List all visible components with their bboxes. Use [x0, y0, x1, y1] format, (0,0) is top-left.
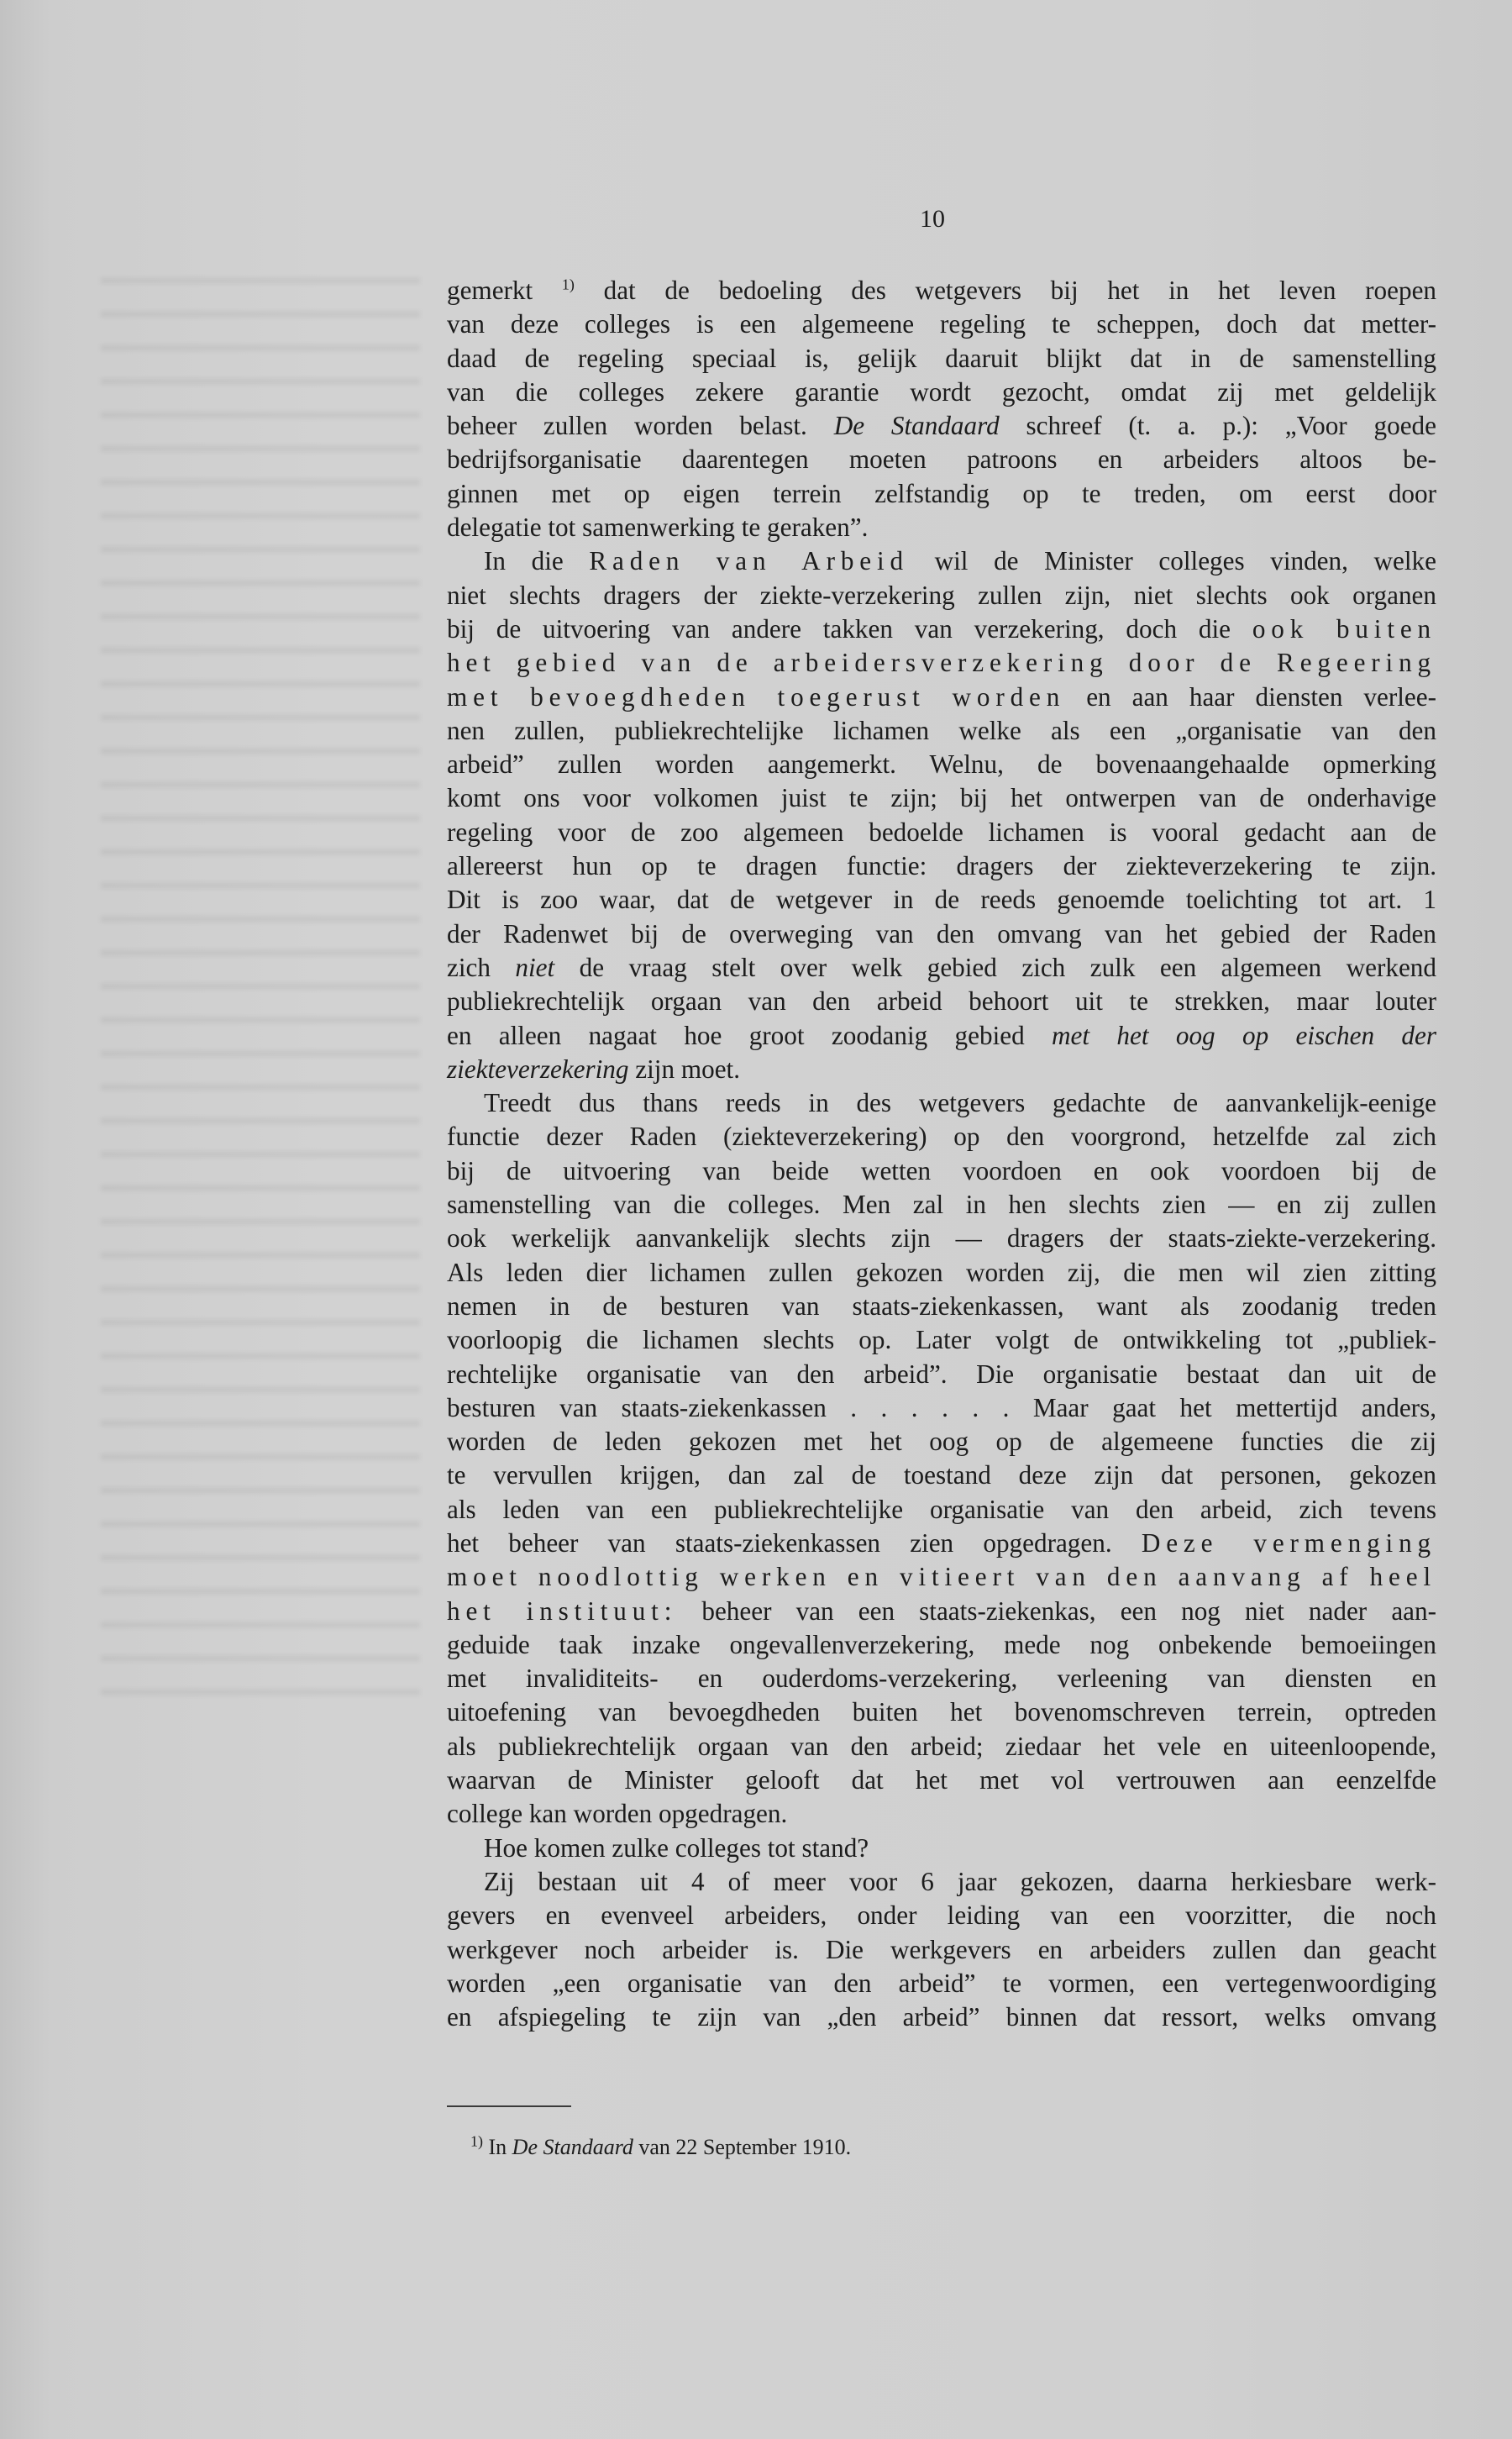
text-line [447, 409, 1436, 443]
text-line [447, 2000, 1436, 2034]
text-line [447, 1695, 1436, 1729]
italic-run: met het oog op eischen der [1052, 1020, 1436, 1050]
text-line [447, 511, 1436, 544]
spaced-emphasis-run: ook buiten [1252, 613, 1437, 644]
text-run: gemerkt [447, 276, 562, 305]
text-line [447, 579, 1436, 612]
footnote-marker: 1) [561, 276, 575, 293]
text-run: Als leden dier lichamen zullen gekozen worden zij, die men wil zien zitting [447, 1257, 1436, 1287]
text-line [447, 816, 1436, 849]
text-run: bedrijfsorganisatie daarentegen moeten patroons en arbeiders altoos be- [447, 444, 1436, 475]
text-line [447, 544, 1436, 578]
text-run: en afspiegeling te zijn van „den arbeid” binnen dat ressort, welks omvang [447, 2002, 1436, 2032]
text-run: te vervullen krijgen, dan zal de toestand deze zijn dat personen, gekozen [447, 1460, 1436, 1490]
text-line [447, 1967, 1436, 2000]
spaced-emphasis-run: het instituut: [447, 1595, 678, 1626]
spaced-emphasis-run: Raden van Arbeid [589, 546, 909, 576]
text-run: geduide taak inzake ongevallenverzekering, mede nog onbekende bemoeiingen [447, 1629, 1436, 1659]
italic-run: ziekteverzekering [447, 1054, 629, 1084]
text-line [447, 1120, 1436, 1154]
text-run: van 22 September 1910. [633, 2135, 852, 2159]
text-line [447, 443, 1436, 476]
text-run: In die [484, 546, 590, 576]
text-run: ook werkelijk aanvankelijk slechts zijn — dragers der staats-ziekte-verzekering. [447, 1223, 1436, 1254]
text-line [447, 1832, 1436, 1865]
text-run: beheer zullen worden belast. [447, 411, 834, 441]
text-line [447, 917, 1436, 951]
text-run: met invaliditeits- en ouderdoms-verzekering, verleening van diensten en [447, 1664, 1436, 1694]
text-run: zijn moet. [628, 1054, 741, 1084]
text-line [447, 1358, 1436, 1391]
text-line [447, 714, 1436, 748]
footnote-divider [447, 2105, 571, 2107]
text-line [447, 985, 1436, 1018]
text-run: daad de regeling speciaal is, gelijk daaruit blijkt dat in de samenstelling [447, 343, 1436, 373]
text-run: komt ons voor volkomen juist te zijn; bij het ontwerpen van de onderhavige [447, 783, 1436, 813]
text-line [447, 1764, 1436, 1797]
text-line [447, 1154, 1436, 1188]
spaced-emphasis-run: Deze vermenging [1141, 1527, 1436, 1558]
text-run: worden „een organisatie van den arbeid” te vormen, een vertegenwoordiging [447, 1968, 1436, 1998]
text-run: van die colleges zekere garantie wordt gezocht, omdat zij met geldelijk [447, 376, 1436, 407]
text-line [447, 1222, 1436, 1255]
spaced-emphasis-run: met bevoegdheden toegerust worden [447, 681, 1066, 712]
show-through-texture [101, 277, 420, 1722]
text-run: schreef (t. a. p.): „Voor goede [999, 411, 1436, 441]
text-line [447, 1628, 1436, 1662]
text-line [447, 951, 1436, 985]
text-line [447, 376, 1436, 409]
text-run: werkgever noch arbeider is. Die werkgevers en arbeiders zullen dan geacht [447, 1934, 1436, 1964]
text-run: zich [447, 952, 516, 982]
text-line [447, 1323, 1436, 1357]
text-line [447, 1290, 1436, 1323]
text-line [447, 1391, 1436, 1425]
text-run: voorloopig die lichamen slechts op. Later volgt de ontwikkeling tot „publiek- [447, 1325, 1436, 1355]
text-line [447, 748, 1436, 781]
text-run: gevers en evenveel arbeiders, onder leiding van een voorzitter, die noch [447, 1900, 1436, 1931]
text-line [447, 1188, 1436, 1222]
text-line [447, 1019, 1436, 1053]
text-line [447, 1256, 1436, 1290]
text-run: delegatie tot samenwerking te geraken”. [447, 513, 869, 543]
text-run: bij de uitvoering van beide wetten voordoen en ook voordoen bij de [447, 1155, 1436, 1185]
text-run: wil de Minister colleges vinden, welke [908, 546, 1436, 576]
text-run: niet slechts dragers der ziekte-verzekering zullen zijn, niet slechts ook organen [447, 580, 1436, 610]
text-run: der Radenwet bij de overweging van den omvang van het gebied der Raden [447, 918, 1436, 949]
text-line [447, 883, 1436, 917]
text-line [447, 1730, 1436, 1764]
italic-run: niet [515, 952, 555, 982]
text-run: beheer van een staats-ziekenkas, een nog niet nader aan- [677, 1595, 1436, 1626]
page-number: 10 [920, 205, 945, 233]
text-run: Zij bestaan uit 4 of meer voor 6 jaar gekozen, daarna herkiesbare werk- [484, 1866, 1436, 1896]
body-text [447, 274, 1436, 2034]
text-line [447, 1459, 1436, 1492]
text-line [447, 342, 1436, 376]
text-run: Dit is zoo waar, dat de wetgever in de reeds genoemde toelichting tot art. 1 [447, 885, 1436, 915]
text-run: uitoefening van bevoegdheden buiten het bovenomschreven terrein, optreden [447, 1697, 1436, 1727]
text-run: rechtelijke organisatie van den arbeid”. Die organisatie bestaat dan uit de [447, 1359, 1436, 1389]
text-run: college kan worden opgedragen. [447, 1799, 788, 1829]
text-run: samenstelling van die colleges. Men zal in hen slechts zien — en zij zullen [447, 1190, 1436, 1220]
spaced-emphasis-run: het gebied van de arbeidersverzekering door de Regeering [447, 648, 1436, 678]
text-run: Hoe komen zulke colleges tot stand? [484, 1832, 869, 1863]
text-run: en alleen nagaat hoe groot zoodanig gebied [447, 1020, 1053, 1050]
text-line [447, 1527, 1436, 1560]
text-run: arbeid” zullen worden aangemerkt. Welnu, de bovenaangehaalde opmerking [447, 749, 1436, 780]
italic-run: De Standaard [833, 411, 1000, 441]
text-run: Treedt dus thans reeds in des wetgevers gedachte de aanvankelijk-eenige [484, 1088, 1436, 1118]
text-line [447, 1053, 1436, 1086]
text-line [447, 681, 1436, 714]
text-run: ginnen met op eigen terrein zelfstandig op te treden, om eerst door [447, 478, 1436, 508]
text-run: als publiekrechtelijk orgaan van den arbeid; ziedaar het vele en uiteenloopende, [447, 1731, 1436, 1761]
text-run: de vraag stelt over welk gebied zich zulk een algemeen werkend [554, 952, 1436, 982]
text-line [447, 1560, 1436, 1594]
text-run: besturen van staats-ziekenkassen . . . . . . Maar gaat het mettertijd anders, [447, 1392, 1436, 1422]
text-line [447, 781, 1436, 815]
text-run: functie dezer Raden (ziekteverzekering) op den voorgrond, hetzelfde zal zich [447, 1122, 1436, 1152]
text-run: allereerst hun op te dragen functie: dragers der ziekteverzekering te zijn. [447, 851, 1436, 881]
text-run: regeling voor de zoo algemeen bedoelde lichamen is vooral gedacht aan de [447, 817, 1436, 847]
text-run: publiekrechtelijk orgaan van den arbeid behoort uit te strekken, maar louter [447, 986, 1436, 1017]
text-line [447, 1797, 1436, 1831]
text-line [447, 1493, 1436, 1527]
spaced-emphasis-run: moet noodlottig werken en vitieert van den aanvang af heel [447, 1562, 1436, 1592]
text-run: het beheer van staats-ziekenkassen zien opgedragen. [447, 1527, 1142, 1558]
text-run: In [483, 2135, 512, 2159]
text-line [447, 612, 1436, 646]
text-run: van deze colleges is een algemeene regeling te scheppen, doch dat metter- [447, 309, 1436, 339]
text-line [447, 1899, 1436, 1932]
italic-run: De Standaard [512, 2135, 633, 2159]
text-line [447, 477, 1436, 511]
text-line [447, 646, 1436, 680]
footnote-marker: 1) [470, 2132, 483, 2150]
text-line [447, 1425, 1436, 1459]
text-run: worden de leden gekozen met het oog op de algemeene functies die zij [447, 1427, 1436, 1457]
text-line [447, 849, 1436, 883]
text-run: bij de uitvoering van andere takken van verzekering, doch die [447, 613, 1252, 644]
text-line [447, 1086, 1436, 1120]
footnote [470, 2134, 1142, 2161]
text-run: nemen in de besturen van staats-ziekenkassen, want als zoodanig treden [447, 1290, 1436, 1321]
text-line [447, 1933, 1436, 1967]
text-line [447, 274, 1436, 308]
text-run: dat de bedoeling des wetgevers bij het in het leven roepen [574, 276, 1437, 305]
text-line [447, 1865, 1436, 1899]
text-line [447, 308, 1436, 341]
text-run: waarvan de Minister gelooft dat het met vol vertrouwen aan eenzelfde [447, 1765, 1436, 1795]
text-run: nen zullen, publiekrechtelijke lichamen welke als een „organisatie van den [447, 715, 1436, 745]
text-run: en aan haar diensten verlee- [1065, 681, 1436, 712]
text-line [447, 1662, 1436, 1695]
text-line [447, 1595, 1436, 1628]
text-run: als leden van een publiekrechtelijke organisatie van den arbeid, zich tevens [447, 1494, 1436, 1524]
